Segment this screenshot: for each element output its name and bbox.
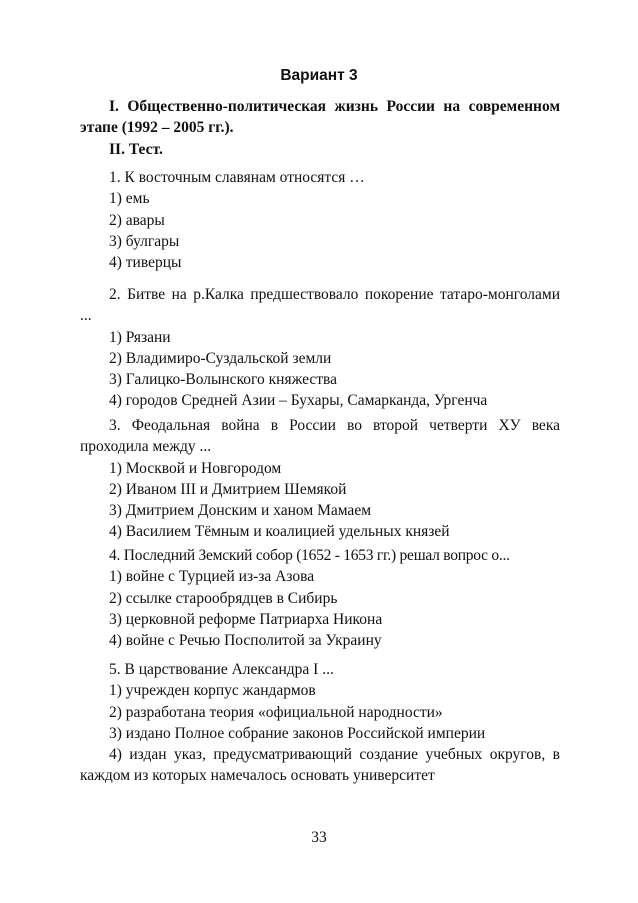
question-text: 2. Битве на р.Калка предшествовало покорение татаро-монголами ...	[80, 286, 560, 325]
question-text: 4. Последний Земский собор (1652 - 1653 гг.) решал вопрос о...	[109, 547, 510, 564]
answer-option: 2) разработана теория «официальной народности»	[109, 703, 443, 721]
answer-option: 4) издан указ, предусматривающий создание учебных округов, в каждом из которых намечалось основать университет	[80, 746, 560, 785]
answer-option: 3) Галицко-Волынского княжества	[109, 371, 338, 389]
answer-option: 1) Рязани	[109, 328, 171, 346]
variant-title: Вариант 3	[280, 67, 358, 84]
answer-option: 2) Иваном III и Дмитрием Шемякой	[109, 480, 347, 498]
answer-option: 3) булгары	[109, 232, 180, 250]
section-heading-1: I. Общественно-политическая жизнь России на современном этапе (1992 – 2005 гг.).	[80, 98, 560, 136]
answer-option: 3) Дмитрием Донским и ханом Мамаем	[109, 502, 372, 520]
answer-option: 3) церковной реформе Патриарха Никона	[109, 610, 383, 628]
question-3	[80, 415, 560, 543]
page-number: 33	[311, 829, 327, 846]
answer-option: 2) ссылке старообрядцев в Сибирь	[109, 589, 338, 607]
question-1	[80, 167, 560, 273]
answer-option: 1) войне с Турцией из-за Азова	[109, 568, 315, 586]
answer-option: 3) издано Полное собрание законов Российской империи	[109, 724, 486, 742]
answer-option: 4) тиверцы	[109, 254, 182, 272]
answer-option: 2) Владимиро-Суздальской земли	[109, 349, 332, 367]
answer-option: 4) городов Средней Азии – Бухары, Самарканда, Ургенча	[109, 392, 488, 410]
answer-option: 2) авары	[109, 211, 165, 229]
question-text: 3. Феодальная война в России во второй четверти ХУ века проходила между ...	[80, 417, 560, 456]
answer-option: 1) учрежден корпус жандармов	[109, 682, 316, 700]
question-4	[80, 545, 560, 651]
section-heading-2: II. Тест.	[109, 141, 163, 158]
question-text: 5. В царствование Александра I ...	[109, 661, 334, 678]
answer-option: 1) емь	[109, 190, 150, 208]
question-5	[80, 659, 560, 787]
answer-option: 4) войне с Речью Посполитой за Украину	[109, 632, 382, 650]
answer-option: 4) Василием Тёмным и коалицией удельных князей	[109, 523, 450, 541]
question-text: 1. К восточным славянам относятся …	[109, 169, 365, 186]
answer-option: 1) Москвой и Новгородом	[109, 459, 282, 477]
question-2	[80, 284, 560, 412]
